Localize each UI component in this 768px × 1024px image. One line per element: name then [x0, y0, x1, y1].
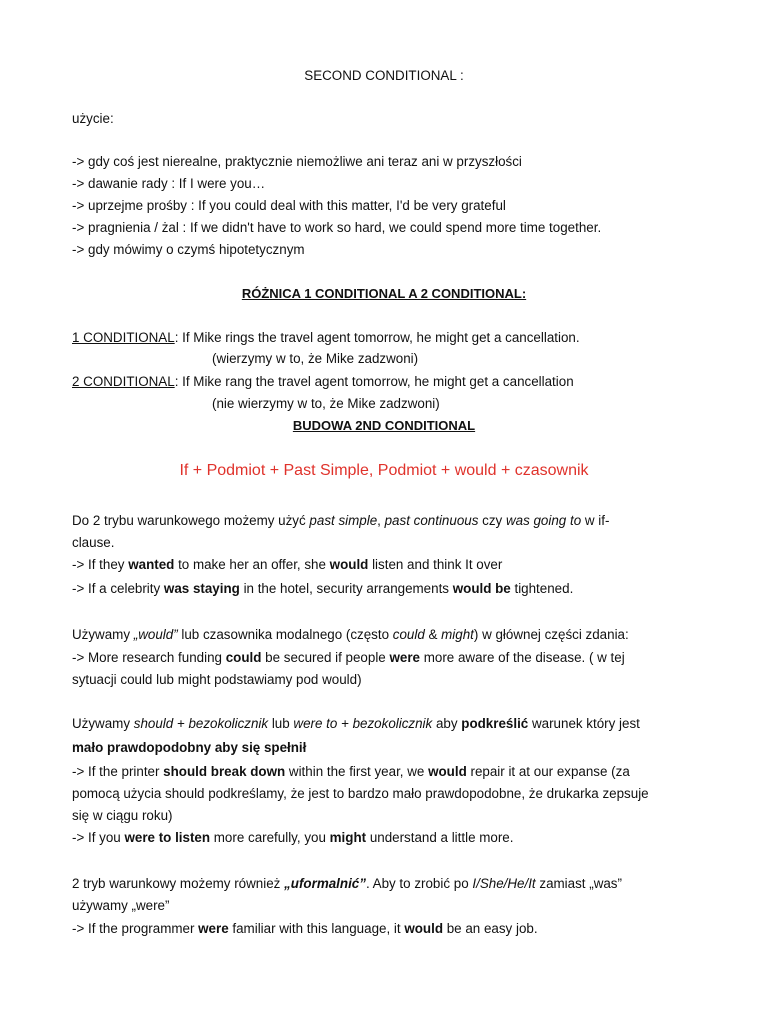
term: were to + bezokolicznik	[293, 716, 433, 731]
text: listen and think It over	[368, 557, 503, 572]
text: tightened.	[510, 581, 574, 596]
use-item: -> pragnienia / żal : If we didn't have to work so hard, we could spend more time together.	[72, 220, 602, 235]
text: -> If the printer	[72, 764, 164, 779]
paragraph-2-line-1	[72, 626, 629, 644]
keyword: should break down	[163, 764, 286, 779]
use-item: -> gdy mówimy o czymś hipotetycznym	[72, 242, 305, 257]
text: &	[424, 627, 442, 642]
term: past continuous	[384, 513, 479, 528]
difference-heading: RÓŻNICA 1 CONDITIONAL A 2 CONDITIONAL:	[241, 286, 527, 301]
keyword: might	[329, 830, 367, 845]
conditional-2-label: 2 CONDITIONAL	[72, 374, 175, 389]
text: within the first year, we	[285, 764, 429, 779]
text: understand a little more.	[366, 830, 514, 845]
keyword: were to listen	[124, 830, 211, 845]
text: more aware of the disease. ( w tej	[420, 650, 625, 665]
text: to make her an offer, she	[174, 557, 330, 572]
example	[72, 580, 573, 598]
conditional-2-text: : If Mike rang the travel agent tomorrow, he might get a cancellation	[174, 374, 574, 389]
text: repair it at our expanse (za	[466, 764, 630, 779]
keyword: was staying	[163, 581, 240, 596]
text: more carefully, you	[210, 830, 330, 845]
uzycie-label: użycie:	[72, 111, 114, 126]
text: 2 tryb warunkowy możemy również	[72, 876, 285, 891]
conditional-1-label: 1 CONDITIONAL	[72, 330, 175, 345]
term: past simple	[309, 513, 378, 528]
term: might	[441, 627, 474, 642]
text: warunek który jest	[528, 716, 640, 731]
text: -> If a celebrity	[72, 581, 164, 596]
conditional-1-line	[72, 329, 580, 347]
conditional-1-text: : If Mike rings the travel agent tomorrow, he might get a cancellation.	[174, 330, 580, 345]
use-item: -> gdy coś jest nierealne, praktycznie niemożliwe ani teraz ani w przyszłości	[72, 154, 522, 169]
example-continuation: się w ciągu roku)	[72, 808, 173, 823]
term: should + bezokolicznik	[133, 716, 269, 731]
text: Używamy	[72, 627, 134, 642]
example-continuation: sytuacji could lub might podstawiamy pod would)	[72, 672, 362, 687]
text: familiar with this language, it	[228, 921, 405, 936]
text: ,	[377, 513, 385, 528]
paragraph-4-line-1	[72, 875, 622, 893]
text: -> If they	[72, 557, 129, 572]
keyword: mało prawdopodobny aby się spełnił	[72, 740, 307, 755]
example	[72, 649, 625, 667]
example	[72, 920, 538, 938]
conditional-2-note: (nie wierzymy w to, że Mike zadzwoni)	[212, 396, 440, 411]
text: Używamy	[72, 716, 134, 731]
paragraph-4-line-2: używamy „were”	[72, 898, 170, 913]
page-title: SECOND CONDITIONAL :	[304, 68, 464, 83]
term: „uformalnić”	[284, 876, 366, 891]
conditional-1-note: (wierzymy w to, że Mike zadzwoni)	[212, 351, 419, 366]
text: w if-	[581, 513, 610, 528]
paragraph-1-line-1	[72, 512, 609, 530]
text: lub	[268, 716, 294, 731]
text: ) w głównej części zdania:	[473, 627, 629, 642]
keyword: would	[404, 921, 444, 936]
keyword: would	[428, 764, 467, 779]
paragraph-1-line-2: clause.	[72, 535, 115, 550]
keyword: were	[389, 650, 420, 665]
keyword: wanted	[128, 557, 175, 572]
text: zamiast „was”	[535, 876, 622, 891]
example	[72, 763, 630, 781]
example-continuation: pomocą użycia should podkreślamy, że jest to bardzo mało prawdopodobne, że drukarka zepsuje	[72, 786, 649, 801]
term: „would”	[133, 627, 178, 642]
text: in the hotel, security arrangements	[239, 581, 453, 596]
example	[72, 556, 502, 574]
text: -> More research funding	[72, 650, 226, 665]
term: I/She/He/It	[472, 876, 536, 891]
use-item: -> dawanie rady : If I were you…	[72, 176, 266, 191]
keyword: were	[198, 921, 229, 936]
conditional-2-line	[72, 373, 574, 391]
example	[72, 829, 513, 847]
text: czy	[478, 513, 506, 528]
term: could	[392, 627, 425, 642]
text: be secured if people	[261, 650, 390, 665]
keyword: podkreślić	[461, 716, 529, 731]
text: be an easy job.	[443, 921, 538, 936]
paragraph-3-line-2	[72, 739, 306, 757]
text: aby	[432, 716, 462, 731]
use-item: -> uprzejme prośby : If you could deal with this matter, I'd be very grateful	[72, 198, 506, 213]
text: -> If the programmer	[72, 921, 199, 936]
budowa-heading: BUDOWA 2ND CONDITIONAL	[292, 418, 476, 433]
text: . Aby to zrobić po	[365, 876, 473, 891]
formula: If + Podmiot + Past Simple, Podmiot + would + czasownik	[179, 462, 589, 479]
paragraph-3-line-1	[72, 715, 640, 733]
keyword: could	[225, 650, 262, 665]
text: Do 2 trybu warunkowego możemy użyć	[72, 513, 310, 528]
text: -> If you	[72, 830, 125, 845]
term: was going to	[505, 513, 582, 528]
keyword: would be	[452, 581, 511, 596]
text: lub czasownika modalnego (często	[177, 627, 393, 642]
keyword: would	[329, 557, 369, 572]
